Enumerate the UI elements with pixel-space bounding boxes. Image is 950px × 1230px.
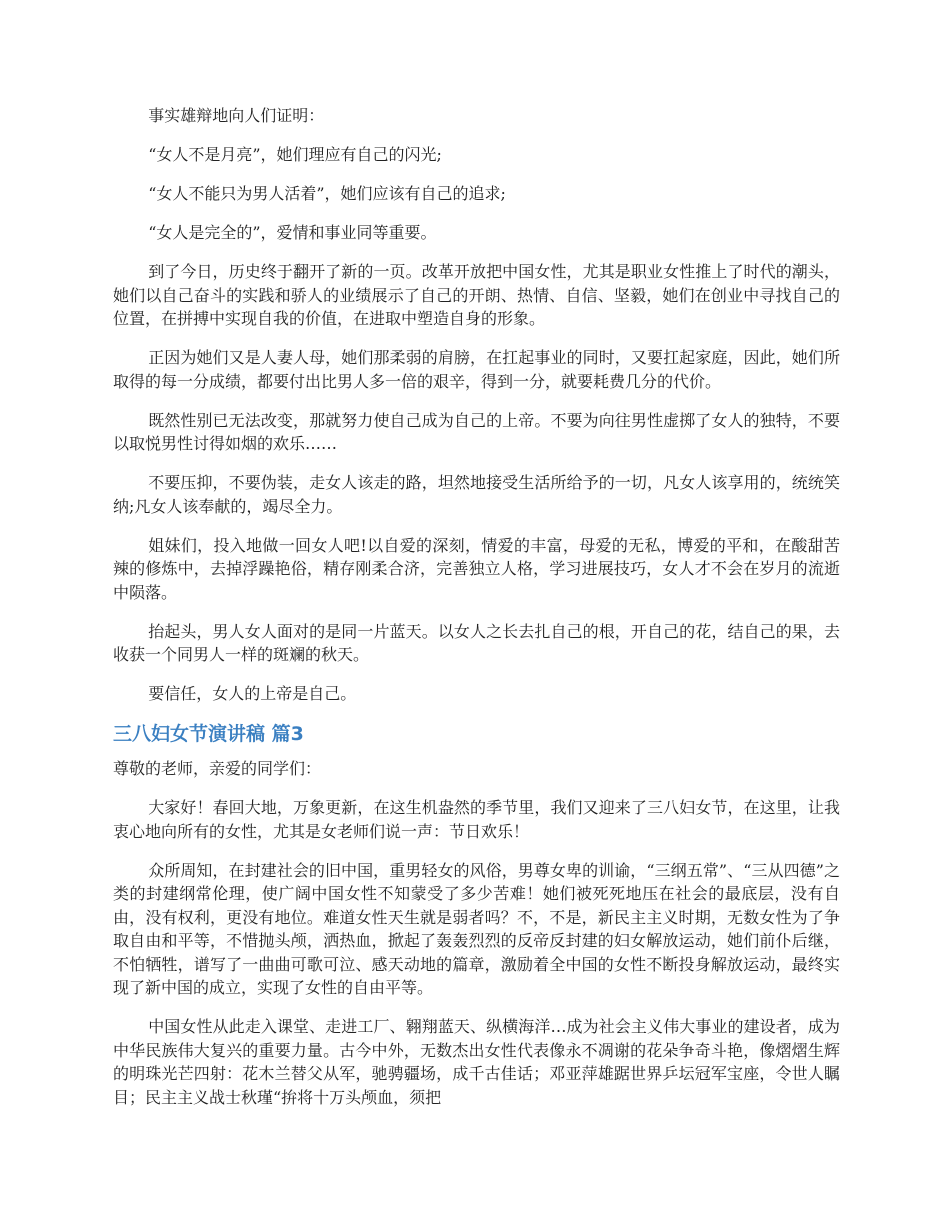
document-page	[113, 104, 840, 1125]
body-paragraph: 众所周知，在封建社会的旧中国，重男轻女的风俗，男尊女卑的训谕，“三纲五常”、“三从四德”之类的封建纲常伦理，使广阔中国女性不知蒙受了多少苦难！她们被死死地压在社会的最底层，没有自由，没有权利，更没有地位。难道女性天生就是弱者吗？不，不是，新民主主义时期，无数女性为了争取自由和平等，不惜抛头颅，洒热血，掀起了轰轰烈烈的反帝反封建的妇女解放运动，她们前仆后继，不怕牺牲，谱写了一曲曲可歌可泣、感天动地的篇章，激励着全中国的女性不断投身解放运动，最终实现了新中国的成立，实现了女性的自由平等。	[113, 860, 840, 997]
body-paragraph: 抬起头，男人女人面对的是同一片蓝天。以女人之长去扎自己的根，开自己的花，结自己的果，去收获一个同男人一样的斑斓的秋天。	[113, 621, 840, 664]
body-paragraph: 中国女性从此走入课堂、走进工厂、翱翔蓝天、纵横海洋…成为社会主义伟大事业的建设者，成为中华民族伟大复兴的重要力量。古今中外，无数杰出女性代表像永不凋谢的花朵争奇斗艳，像熠熠生辉的明珠光芒四射：花木兰替父从军，驰骋疆场，成千古佳话；邓亚萍雄踞世界乒坛冠军宝座，令世人瞩目；民主主义战士秋瑾“拚将十万头颅血，须把	[113, 1017, 840, 1107]
body-paragraph: 既然性别已无法改变，那就努力使自己成为自己的上帝。不要为向往男性虚掷了女人的独特，不要以取悦男性讨得如烟的欢乐……	[113, 410, 840, 453]
body-paragraph: 不要压抑，不要伪装，走女人该走的路，坦然地接受生活所给予的一切，凡女人该享用的，统统笑纳;凡女人该奉献的，竭尽全力。	[113, 473, 840, 516]
body-paragraph: 要信任，女人的上帝是自己。	[148, 684, 357, 703]
body-paragraph: “女人不是月亮”，她们理应有自己的闪光;	[148, 145, 442, 164]
body-paragraph: 到了今日，历史终于翻开了新的一页。改革开放把中国女性，尤其是职业女性推上了时代的潮头，她们以自己奋斗的实践和骄人的业绩展示了自己的开朗、热情、自信、坚毅，她们在创业中寻找自己的位置，在拼搏中实现自我的价值，在进取中塑造自身的形象。	[113, 262, 840, 328]
body-paragraph: “女人是完全的”，爱情和事业同等重要。	[148, 223, 437, 242]
body-paragraph: “女人不能只为男人活着”，她们应该有自己的追求;	[148, 184, 506, 203]
body-paragraph: 事实雄辩地向人们证明：	[148, 106, 325, 125]
body-paragraph: 姐妹们，投入地做一回女人吧!以自爱的深刻，情爱的丰富，母爱的无私，博爱的平和，在酸甜苦辣的修炼中，去掉浮躁艳俗，精存刚柔合济，完善独立人格，学习进展技巧，女人才不会在岁月的流逝中陨落。	[113, 535, 840, 602]
body-paragraph: 大家好！春回大地，万象更新，在这生机盎然的季节里，我们又迎来了三八妇女节，在这里，让我衷心地向所有的女性，尤其是女老师们说一声：节日欢乐！	[113, 798, 840, 841]
greeting-line: 尊敬的老师，亲爱的同学们：	[113, 759, 322, 778]
body-paragraph: 正因为她们又是人妻人母，她们那柔弱的肩膀，在扛起事业的同时，又要扛起家庭，因此，她们所取得的每一分成绩，都要付出比男人多一倍的艰辛，得到一分，就要耗费几分的代价。	[113, 348, 840, 391]
section-heading: 三八妇女节演讲稿 篇3	[113, 723, 304, 745]
